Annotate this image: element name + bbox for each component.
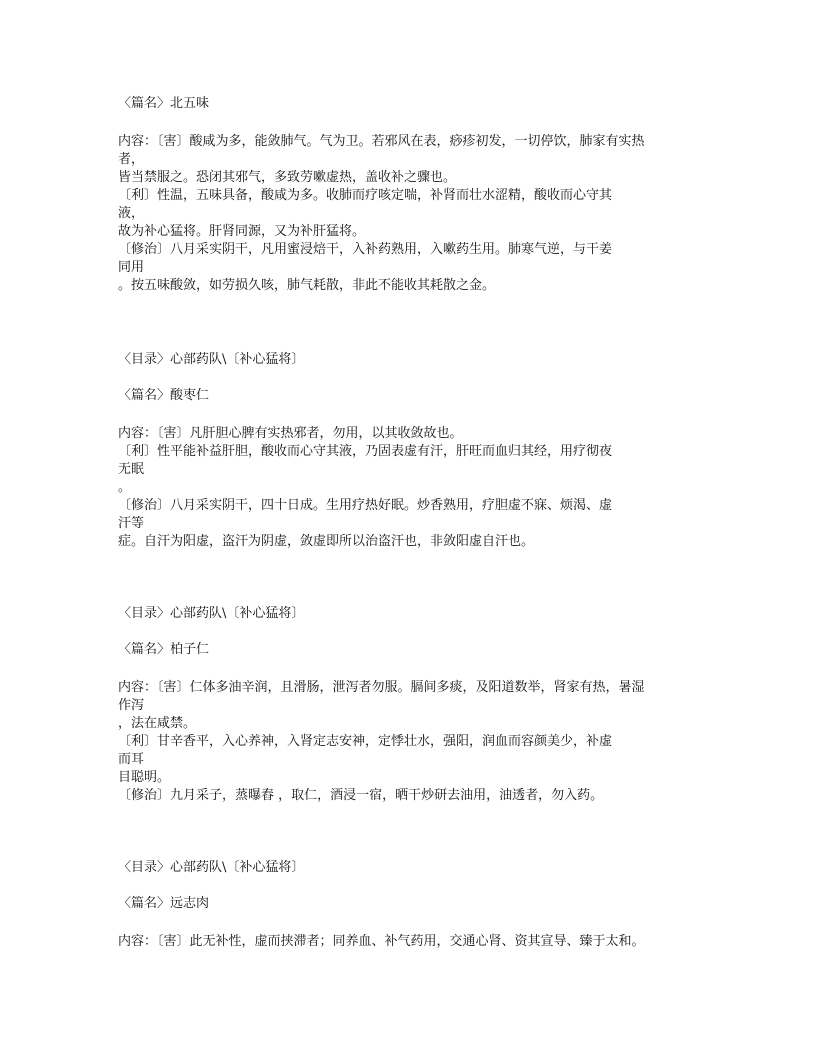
entry-body-line: 汗等 bbox=[118, 516, 145, 531]
entry-body-line: 液， bbox=[118, 206, 145, 221]
entry-body-line: 。按五味酸敛，如劳损久咳，肺气耗散，非此不能收其耗散之金。 bbox=[118, 278, 496, 293]
entry-body-line: 〔利〕性温，五味具备，酸咸为多。收肺而疗咳定喘，补肾而壮水涩精，酸收而心守其 bbox=[118, 188, 613, 203]
entry-body-line: 内容：〔害〕仁体多油辛润，且滑肠，泄泻者勿服。膈间多痰，及阳道数举，肾家有热，暑湿 bbox=[118, 680, 645, 695]
entry-body-line: 〔修治〕八月采实阴干，凡用蜜浸焙干，入补药熟用，入嗽药生用。肺寒气逆，与干姜 bbox=[118, 242, 613, 257]
entry-body-line: 无眠 bbox=[118, 462, 145, 477]
entry-body-line: ，法在咸禁。 bbox=[118, 716, 197, 731]
entry-body-line: 内容：〔害〕酸咸为多，能敛肺气。气为卫。若邪风在表，痧疹初发，一切停饮，肺家有实热 bbox=[118, 134, 645, 149]
entry-body-line: 〔修治〕九月采子，蒸曝舂 ，取仁，酒浸一宿，晒干炒研去油用，油透者，勿入药。 bbox=[118, 788, 604, 803]
entry-body-line: 者， bbox=[118, 152, 145, 167]
entry-title: 〈篇名〉远志肉 bbox=[118, 896, 210, 911]
entry-body-line: 〔利〕甘辛香平，入心养神，入肾定志安神，定悸壮水，强阳，润血而容颜美少，补虚 bbox=[118, 734, 613, 749]
entry-title: 〈篇名〉酸枣仁 bbox=[118, 388, 210, 403]
entry-body-line: 内容：〔害〕此无补性，虚而挟滞者；同养血、补气药用，交通心肾、资其宣导、臻于太和。 bbox=[118, 934, 645, 949]
entry-body-line: 症。自汗为阳虚，盗汗为阴虚，敛虚即所以治盗汗也，非敛阳虚自汗也。 bbox=[118, 534, 535, 549]
entry-body-line: 作泻 bbox=[118, 698, 145, 713]
entry-body-line: 内容：〔害〕凡肝胆心脾有实热邪者，勿用，以其收敛故也。 bbox=[118, 426, 463, 441]
entry-body-line: 。 bbox=[118, 480, 132, 495]
entry-body-line: 皆当禁服之。恐闭其邪气，多致劳嗽虚热，盖收补之骤也。 bbox=[118, 170, 457, 185]
entry-body-line: 目聪明。 bbox=[118, 770, 171, 785]
entry-title: 〈篇名〉柏子仁 bbox=[118, 642, 210, 657]
entry-title: 〈篇名〉北五味 bbox=[118, 96, 210, 111]
entry-catalog: 〈目录〉心部药队\〔补心猛将〕 bbox=[118, 860, 305, 875]
entry-catalog: 〈目录〉心部药队\〔补心猛将〕 bbox=[118, 606, 305, 621]
entry-body-line: 〔利〕性平能补益肝胆，酸收而心守其液，乃固表虚有汗，肝旺而血归其经，用疗彻夜 bbox=[118, 444, 613, 459]
entry-catalog: 〈目录〉心部药队\〔补心猛将〕 bbox=[118, 352, 305, 367]
entry-body-line: 故为补心猛将。肝肾同源，又为补肝猛将。 bbox=[118, 224, 366, 239]
entry-body-line: 而耳 bbox=[118, 752, 145, 767]
entry-body-line: 同用 bbox=[118, 260, 145, 275]
entry-body-line: 〔修治〕八月采实阴干，四十日成。生用疗热好眠。炒香熟用，疗胆虚不寐、烦渴、虚 bbox=[118, 498, 613, 513]
